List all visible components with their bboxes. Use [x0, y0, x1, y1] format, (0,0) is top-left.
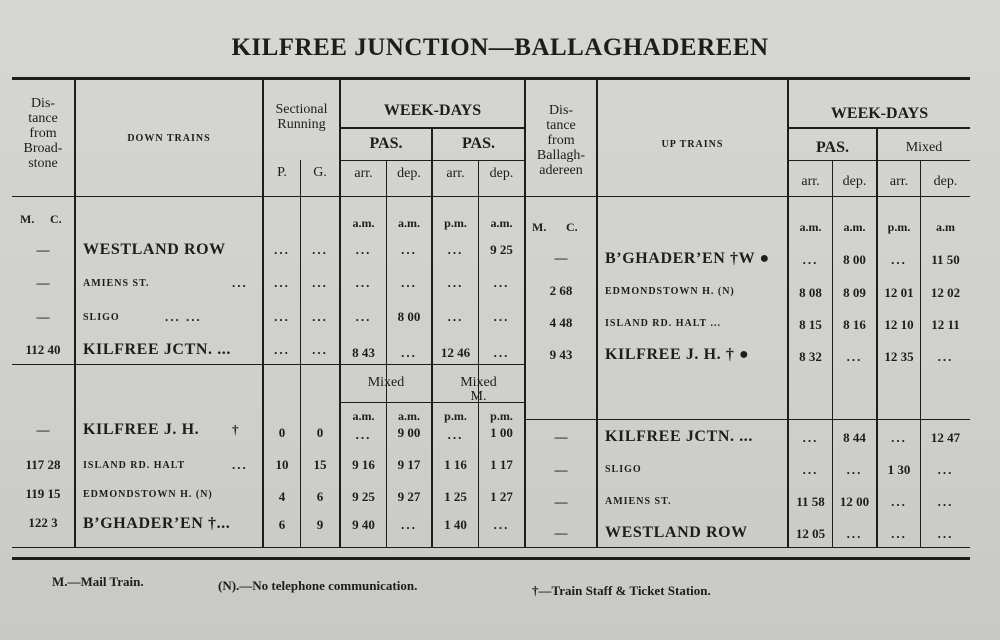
distance-cell: 122 3 [28, 515, 58, 530]
time-cell: 8 00 [397, 309, 421, 324]
station-name: B’GHADER’EN †... [83, 515, 231, 532]
station-name: KILFREE JCTN. ... [605, 428, 753, 445]
time-cell: 9 27 [397, 489, 421, 504]
time-cell: 1 00 [490, 425, 513, 440]
distance-cell: 112 40 [25, 342, 61, 357]
sectional-running-header: Sectional Running [275, 102, 328, 132]
time-cell: 9 25 [352, 489, 375, 504]
g-cell: ... [312, 242, 328, 257]
distance-cell: — [36, 309, 50, 324]
footnote-no-telephone: (N).—No telephone communication. [218, 578, 418, 593]
g-cell: ... [312, 342, 328, 357]
station-name: AMIENS ST. [83, 278, 150, 289]
time-cell: ... [401, 275, 417, 290]
pas-underline-down [341, 160, 524, 161]
time-cell: ... [401, 345, 417, 360]
station-leader: ... [232, 457, 248, 472]
distance-cell: — [554, 525, 568, 540]
distance-cell: — [554, 429, 568, 444]
footnote-mail-train: M.—Mail Train. [52, 574, 144, 589]
p-cell: ... [274, 275, 290, 290]
pas-header-down-1: PAS. [369, 135, 403, 152]
arr-header-down-2: arr. [446, 166, 465, 181]
time-cell: 8 16 [843, 317, 866, 332]
time-cell: 9 25 [490, 242, 513, 257]
g-cell: ... [312, 275, 328, 290]
distance-cell: 2 68 [549, 283, 573, 298]
up-section-rule [526, 419, 970, 420]
time-cell: 9 17 [397, 457, 421, 472]
unit-c-up: C. [566, 220, 578, 234]
unit-up-a1: a.m. [799, 220, 822, 234]
time-cell: ... [802, 462, 819, 477]
dep-header-up-1: dep. [842, 174, 867, 189]
table-top-rule [12, 77, 970, 80]
station-name: EDMONDSTOWN H. (N) [605, 286, 735, 297]
time-cell: ... [447, 309, 464, 324]
unit-mixed-a1: a.m. [352, 409, 375, 423]
time-cell: 1 16 [444, 457, 467, 472]
unit-up-a2: p.m. [887, 220, 911, 234]
col-rule-9 [596, 80, 598, 548]
weekdays-header-up: WEEK-DAYS [830, 105, 929, 122]
unit-c-down: C. [50, 212, 62, 226]
distance-cell: — [554, 494, 568, 509]
p-cell: 4 [278, 489, 286, 504]
distance-cell: — [36, 422, 50, 437]
unit-down-a1: a.m. [352, 216, 375, 230]
station-name: SLIGO [605, 464, 642, 475]
time-cell: ... [493, 275, 510, 290]
up-trains-header: UP TRAINS [661, 139, 724, 150]
col-rule-1 [74, 80, 76, 548]
time-cell: 12 10 [884, 317, 914, 332]
time-cell: ... [355, 275, 372, 290]
time-cell: 8 43 [352, 345, 375, 360]
station-name: AMIENS ST. [605, 496, 672, 507]
g-cell: ... [312, 309, 328, 324]
down-section-rule [12, 364, 524, 365]
unit-m-down: M. [20, 212, 35, 226]
time-cell: ... [891, 526, 907, 541]
p-header: P. [277, 165, 287, 180]
time-cell: 9 16 [352, 457, 375, 472]
unit-up-d2: a.m [936, 220, 955, 234]
time-cell: 8 00 [843, 252, 866, 267]
time-cell: ... [447, 242, 464, 257]
time-cell: 9 40 [352, 517, 375, 532]
time-cell: ... [891, 252, 907, 267]
time-cell: 9 00 [397, 425, 421, 440]
station-name: KILFREE J. H. † ● [605, 346, 750, 363]
time-cell: 12 11 [931, 317, 960, 332]
time-cell: ... [355, 427, 372, 442]
station-leader: ... ... [165, 309, 202, 324]
p-cell: 0 [278, 425, 286, 440]
distance-cell: 117 28 [25, 457, 61, 472]
time-cell: 1 25 [444, 489, 467, 504]
dep-header-down-1: dep. [397, 166, 421, 181]
time-cell: 12 02 [930, 285, 961, 300]
col-rule-12 [876, 128, 878, 548]
station-name: ISLAND RD. HALT ... [605, 318, 721, 329]
time-cell: ... [355, 309, 372, 324]
g-cell: 0 [316, 425, 324, 440]
time-cell: ... [355, 242, 372, 257]
p-cell: 6 [278, 517, 286, 532]
distance-cell: — [554, 250, 568, 265]
station-name: KILFREE J. H. [83, 421, 200, 438]
station-name: SLIGO [83, 312, 120, 323]
unit-down-a2: p.m. [444, 216, 467, 230]
weekdays-underline-up [789, 127, 970, 129]
distance-cell: 119 15 [25, 486, 61, 501]
unit-mixed-d1: a.m. [398, 409, 420, 423]
arr-header-up-1: arr. [801, 174, 820, 189]
g-cell: 6 [316, 489, 324, 504]
time-cell: ... [802, 430, 819, 445]
pas-header-down-2: PAS. [461, 135, 496, 152]
station-name: B’GHADER’EN †W ● [605, 250, 770, 267]
pas-underline-up [789, 160, 970, 161]
time-cell: ... [846, 526, 863, 541]
time-cell: 12 35 [884, 349, 914, 364]
station-name: WESTLAND ROW [83, 241, 226, 258]
time-cell: ... [937, 462, 954, 477]
time-cell: 8 15 [799, 317, 822, 332]
time-cell: 8 08 [799, 285, 822, 300]
distance-cell: — [554, 462, 568, 477]
station-name: EDMONDSTOWN H. (N) [83, 489, 213, 500]
time-cell: ... [447, 427, 464, 442]
arr-header-down-1: arr. [354, 166, 373, 181]
p-cell: ... [274, 309, 290, 324]
unit-mixed-a2: p.m. [444, 409, 467, 423]
p-cell: ... [274, 242, 290, 257]
unit-down-d1: a.m. [398, 216, 420, 230]
weekdays-header-down: WEEK-DAYS [383, 102, 482, 119]
distance-cell: 9 43 [549, 347, 573, 362]
station-leader: ... [232, 275, 248, 290]
time-cell: ... [937, 494, 954, 509]
mixed-header-down-1: Mixed [367, 375, 405, 390]
time-cell: 8 32 [799, 349, 822, 364]
distance-cell: — [36, 242, 50, 257]
unit-down-d2: a.m. [490, 216, 513, 230]
header-bottom-rule [12, 196, 970, 197]
time-cell: ... [493, 345, 510, 360]
dep-header-up-2: dep. [933, 174, 958, 189]
arr-header-up-2: arr. [889, 174, 909, 189]
distance-header-down: Dis- tance from Broad- stone [23, 96, 63, 171]
time-cell: ... [401, 517, 417, 532]
time-cell: 12 46 [440, 345, 471, 360]
time-cell: 12 01 [884, 285, 914, 300]
station-name: KILFREE JCTN. ... [83, 341, 231, 358]
time-cell: ... [447, 275, 464, 290]
g-header: G. [313, 165, 327, 180]
g-cell: 9 [316, 517, 324, 532]
p-cell: 10 [275, 457, 289, 472]
time-cell: ... [937, 349, 954, 364]
time-cell: ... [891, 430, 907, 445]
station-mark: † [232, 422, 239, 437]
time-cell: ... [493, 517, 510, 532]
unit-up-d1: a.m. [843, 220, 866, 234]
mixed-m-header-down: Mixed M. [460, 375, 497, 404]
distance-header-up: Dis- tance from Ballagh- adereen [536, 103, 586, 178]
table-bottom-rule [12, 557, 970, 560]
unit-m-up: M. [532, 220, 547, 234]
unit-mixed-d2: p.m. [490, 409, 513, 423]
table-bottom-rule-thin [12, 547, 970, 548]
dep-header-down-2: dep. [489, 166, 514, 181]
time-cell: ... [802, 252, 819, 267]
distance-cell: — [36, 275, 50, 290]
p-cell: ... [274, 342, 290, 357]
time-cell: ... [846, 462, 863, 477]
time-cell: 8 44 [843, 430, 866, 445]
time-cell: ... [891, 494, 907, 509]
time-cell: ... [937, 526, 954, 541]
pas-header-up: PAS. [815, 139, 850, 156]
time-cell: ... [401, 242, 417, 257]
mixed-header-up: Mixed [905, 140, 943, 155]
weekdays-underline-down [341, 127, 524, 129]
station-name: WESTLAND ROW [605, 524, 748, 541]
time-cell: ... [493, 309, 510, 324]
distance-cell: 4 48 [549, 315, 573, 330]
g-cell: 15 [313, 457, 327, 472]
time-cell: ... [846, 349, 863, 364]
time-cell: 12 47 [930, 430, 961, 445]
time-cell: 11 58 [796, 494, 825, 509]
time-cell: 1 40 [444, 517, 467, 532]
down-trains-header: DOWN TRAINS [127, 133, 211, 144]
time-cell: 12 00 [839, 494, 870, 509]
station-name: ISLAND RD. HALT [83, 460, 186, 471]
time-cell: 1 27 [490, 489, 513, 504]
time-cell: 11 50 [931, 252, 960, 267]
time-cell: 8 09 [843, 285, 866, 300]
time-cell: 1 17 [490, 457, 513, 472]
time-cell: 1 30 [887, 462, 911, 477]
col-rule-6 [431, 128, 433, 548]
footnote-train-staff: †—Train Staff & Ticket Station. [532, 583, 711, 598]
page-title: KILFREE JUNCTION—BALLAGHADEREEN [231, 34, 769, 61]
time-cell: 12 05 [795, 526, 826, 541]
